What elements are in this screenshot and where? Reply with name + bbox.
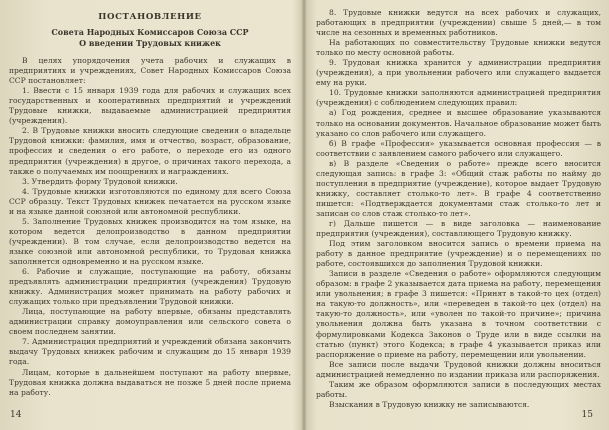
clause-8: 8. Трудовые книжки ведутся на всех рабочих и служащих, работающих в предприятии (учреждении) свыше 5 дней,— в том числе на сезонных и временных работников.: [316, 8, 601, 38]
clause-4: 4. Трудовые книжки изготовляются по единому для всего Союза ССР образцу. Текст Трудовых книжек печатается на русском языке и на языке данной союзной или автономной республики.: [9, 186, 291, 216]
clause-3: 3. Утвердить форму Трудовой книжки.: [22, 176, 178, 186]
clause-8-continued: На работающих по совместительству Трудовые книжки ведутся только по месту основной работы.: [316, 38, 601, 58]
left-page: [0, 0, 304, 430]
page-number-right: 15: [581, 410, 593, 420]
clause-10: 10. Трудовые книжки заполняются администрацией предприятия (учреждения) с соблюдением следующих правил:: [316, 88, 601, 108]
clause-9: 9. Трудовая книжка хранится у администрации предприятия (учреждения), а при увольнении рабочего или служащего выдается ему на руки.: [316, 58, 601, 88]
decree-title: ПОСТАНОВЛЕНИЕ: [98, 12, 202, 22]
paragraph-after-issue: Все записи после выдачи Трудовой книжки должны вноситься администрацией немедленно по издании приказа или распоряжения.: [316, 359, 601, 379]
clause-1: 1. Ввести с 15 января 1939 года для рабочих и служащих всех государственных и кооперативных предприятий и учреждений Трудовые книжки, выдаваемые администрацией предприятия (учреждения).: [9, 86, 291, 126]
clause-10-item-b: б) В графе «Профессия» указывается основная профессия — в соответствии с заявлением самого рабочего или служащего.: [316, 138, 601, 158]
left-page-text: [9, 9, 291, 398]
book-gutter: [301, 0, 307, 430]
page-number-left: 14: [10, 410, 22, 420]
right-page-text: [316, 8, 601, 410]
clause-10-item-g: г) Дальше пишется — в виде заголовка — наименование предприятия (учреждения), составляющего Трудовую книжку.: [316, 218, 601, 239]
clause-5: 5. Заполнение Трудовых книжек производится на том языке, на котором ведется делопроизводство в данном предприятии (учреждении). В том случае, если делопроизводство ведется на языке союзной или автономной республики, то Трудовая книжка заполняется одновременно и на русском языке.: [9, 216, 291, 266]
paragraph-penalties: Взыскания в Трудовую книжку не записываются.: [329, 399, 530, 409]
paragraph-later-jobs: Таким же образом оформляются записи в последующих местах работы.: [316, 379, 601, 399]
paragraph-record-format: Записи в разделе «Сведения о работе» оформляются следующим образом: в графе 2 указывается дата приема на работу, перемещения или увольнения; в графе 3 пишется: «Принят в такой-то цех (отдел) на такую-то должность», или «переведен в такой-то цех (отдел) на такую-то должность», или «уволен по такой-то причине»; причина увольнения должна быть указана в точном соответствии с формулировками Кодекса Законов о Труде или в виде ссылки на статью (пункт) этого Кодекса; в графе 4 указывается приказ или распоряжение о приеме на работу, перемещении или увольнении.: [316, 269, 601, 359]
decree-subject: О введении Трудовых книжек: [79, 37, 221, 48]
clause-10-item-v: в) В разделе «Сведения о работе» прежде всего вносится следующая запись: в графе 3: «Общий стаж работы по найму до поступления в предприятие (учреждение), которое выдает Трудовую книжку, составляет столько-то лет». В графе 4 соответственно пишется: «Подтверждается документами стаж столько-то лет и записан со слов стаж столько-то лет».: [316, 158, 601, 218]
decree-issuer: Совета Народных Комиссаров Союза ССР: [51, 27, 249, 38]
clause-6-continued: Лица, поступающие на работу впервые, обязаны представлять администрации справку домоуправления или сельского совета о своем последнем занятии.: [9, 307, 291, 337]
clause-10-item-a: а) Год рождения, среднее и высшее образование указываются только на основании документов. Начальное образование может быть указано со слов рабочего или служащего.: [316, 108, 601, 138]
clause-2: 2. В Трудовые книжки вносить следующие сведения о владельце Трудовой книжки: фамилия, имя и отчество, возраст, образование, профессия и сведения о его работе, о переходе его из одного предприятия (учреждения) в другое, о причинах такого перехода, а также о получаемых им поощрениях и награждениях.: [9, 126, 291, 176]
right-page: [305, 0, 609, 430]
clause-6: 6. Рабочие и служащие, поступающие на работу, обязаны предъявлять администрации предприятия (учреждения) Трудовую книжку. Администрация может принимать на работу рабочих и служащих только при предъявлении Трудовой книжки.: [9, 267, 291, 307]
preamble-paragraph: В целях упорядочения учета рабочих и служащих в предприятиях и учреждениях, Совет Народных Комиссаров Союза ССР постановляет:: [9, 56, 291, 86]
clause-7-continued: Лицам, которые в дальнейшем поступают на работу впервые, Трудовая книжка должна выдаваться не позже 5 дней после приема на работу.: [9, 367, 291, 397]
clause-7: 7. Администрация предприятий и учреждений обязана закончить выдачу Трудовых книжек рабочим и служащим до 15 января 1939 года.: [9, 337, 291, 367]
paragraph-heading-records: Под этим заголовком вносится запись о времени приема на работу в данное предприятие (учреждение) и о перемещениях по работе, состоявшихся до заполнения Трудовой книжки.: [316, 239, 601, 269]
